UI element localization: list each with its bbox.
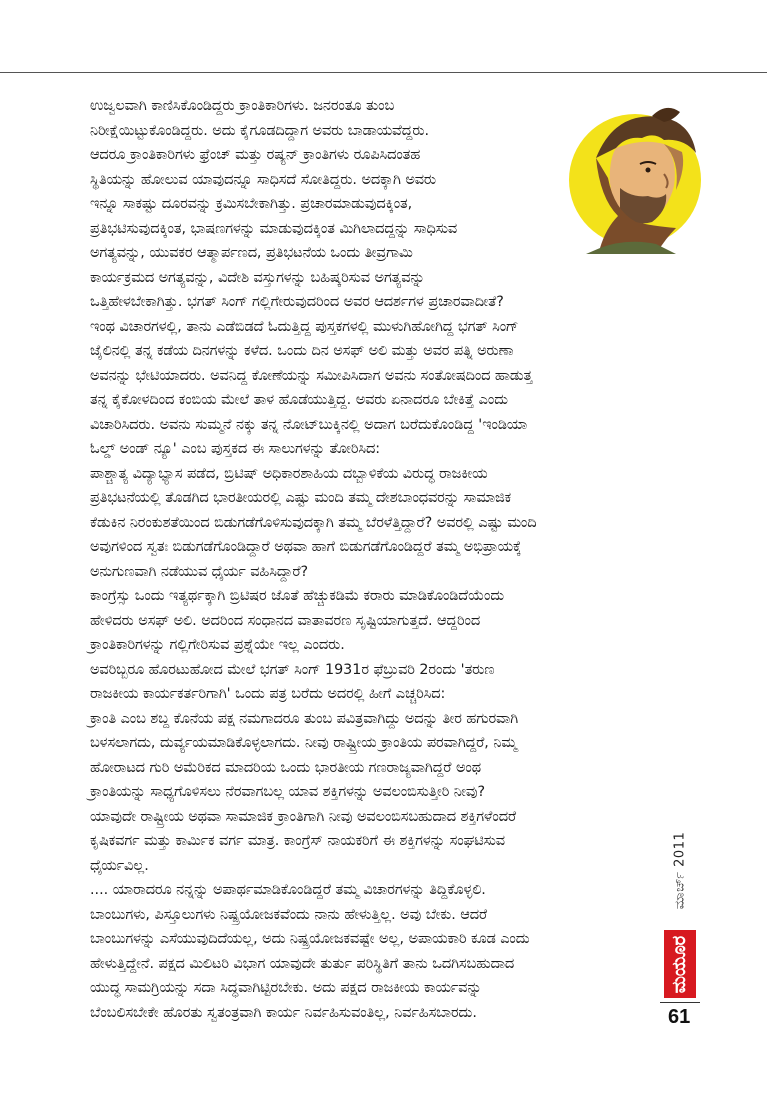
article-line: .... ಯಾರಾದರೂ ನನ್ನನ್ನು ಅಪಾರ್ಥಮಾಡಿಕೊಂಡಿದ್ದರೆ ತಮ್ಮ ವಿಚಾರಗಳನ್ನು ತಿದ್ದಿಕೊಳ್ಳಲಿ. — [90, 882, 486, 898]
magazine-logo — [664, 930, 696, 998]
article-line: ಉಜ್ವಲವಾಗಿ ಕಾಣಿಸಿಕೊಂಡಿದ್ದರು ಕ್ರಾಂತಿಕಾರಿಗಳು. ಜನರಂತೂ ತುಂಬ — [90, 98, 395, 114]
article-line: ಇನ್ನೂ ಸಾಕಷ್ಟು ದೂರವನ್ನು ಕ್ರಮಿಸಬೇಕಾಗಿತ್ತು. ಪ್ರಚಾರಮಾಡುವುದಕ್ಕಿಂತ, — [90, 196, 413, 212]
article-line: ಕ್ರಾಂತಿ ಎಂಬ ಶಬ್ದ ಕೊನೆಯ ಪಕ್ಷ ನಮಗಾದರೂ ತುಂಬ ಪವಿತ್ರವಾಗಿದ್ದು ಅದನ್ನು ತೀರ ಹಗುರವಾಗಿ — [90, 710, 519, 727]
article-line: ಓಲ್ಡ್ ಅಂಡ್ ನ್ಯೂ' ಎಂಬ ಪುಸ್ತಕದ ಈ ಸಾಲುಗಳನ್ನು ತೋರಿಸಿದ: — [90, 441, 381, 457]
article-line: ಕೃಷಿಕವರ್ಗ ಮತ್ತು ಕಾರ್ಮಿಕ ವರ್ಗ ಮಾತ್ರ. ಕಾಂಗ್ರೆಸ್ ನಾಯಕರಿಗೆ ಈ ಶಕ್ತಿಗಳನ್ನು ಸಂಘಟಿಸುವ — [90, 833, 505, 849]
article-line: ಅವುಗಳಿಂದ ಸ್ವತಃ ಬಿಡುಗಡೆಗೊಂಡಿದ್ದಾರೆ ಅಥವಾ ಹಾಗೆ ಬಿಡುಗಡೆಗೊಂಡಿದ್ದರೆ ತಮ್ಮ ಅಭಿಪ್ರಾಯಕ್ಕೆ — [90, 539, 522, 555]
article-line: ಬಾಂಬುಗಳನ್ನು ಎಸೆಯುವುದಿದೆಯಲ್ಲ, ಅದು ನಿಷ್ಪ್ರಯೋಜಕವಷ್ಟೇ ಅಲ್ಲ, ಅಪಾಯಕಾರಿ ಕೂಡ ಎಂದು — [90, 931, 530, 947]
article-line: ಅನುಗುಣವಾಗಿ ನಡೆಯುವ ಧೈರ್ಯ ವಹಿಸಿದ್ದಾರೆ? — [90, 563, 309, 580]
article-line: ಯುದ್ಧ ಸಾಮಗ್ರಿಯನ್ನು ಸದಾ ಸಿದ್ಧವಾಗಿಟ್ಟಿರಬೇಕು. ಅದು ಪಕ್ಷದ ರಾಜಕೀಯ ಕಾರ್ಯವನ್ನು — [90, 980, 482, 996]
article-line: ಕಾಂಗ್ರೆಸ್ಸು ಒಂದು ಇತ್ಯರ್ಥಕ್ಕಾಗಿ ಬ್ರಿಟಿಷರ ಜೊತೆ ಹೆಚ್ಚುಕಡಿಮೆ ಕರಾರು ಮಾಡಿಕೊಂಡಿದೆಯೆಂದು — [90, 588, 505, 604]
article-line: ರಾಜಕೀಯ ಕಾರ್ಯಕರ್ತರಿಗಾಗಿ' ಒಂದು ಪತ್ರ ಬರೆದು ಅದರಲ್ಲಿ ಹೀಗೆ ಎಚ್ಚರಿಸಿದ: — [90, 686, 446, 702]
header-divider — [0, 72, 767, 73]
article-line: ಧೈರ್ಯವಿಲ್ಲ. — [90, 857, 149, 874]
magazine-logo-text: ಮಯೂರ — [669, 935, 691, 993]
article-line: ತನ್ನ ಕೈಕೋಳದಿಂದ ಕಂಬಿಯ ಮೇಲೆ ತಾಳ ಹೊಡೆಯುತ್ತಿದ್ದ. ಅವರು ಏನಾದರೂ ಬೇಕಿತ್ತೆ ಎಂದು — [90, 392, 508, 408]
article-line: ಬಾಂಬುಗಳು, ಪಿಸ್ತೂಲುಗಳು ನಿಷ್ಪ್ರಯೋಜಕವೆಂದು ನಾನು ಹೇಳುತ್ತಿಲ್ಲ. ಅವು ಬೇಕು. ಆದರೆ — [90, 906, 488, 923]
issue-date — [660, 810, 700, 930]
article-line: ಕ್ರಾಂತಿಕಾರಿಗಳನ್ನು ಗಲ್ಲಿಗೇರಿಸುವ ಪ್ರಶ್ನೆಯೇ ಇಲ್ಲ ಎಂದರು. — [90, 637, 345, 653]
article-line: ಹೇಳುತ್ತಿದ್ದೇನೆ. ಪಕ್ಷದ ಮಿಲಿಟರಿ ವಿಭಾಗ ಯಾವುದೇ ತುರ್ತು ಪರಿಸ್ಥಿತಿಗೆ ತಾನು ಒದಗಿಸಬಹುದಾದ — [90, 955, 515, 972]
article-line: ಪಾಶ್ಚಾತ್ಯ ವಿದ್ಯಾಭ್ಯಾಸ ಪಡೆದ, ಬ್ರಿಟಿಷ್ ಅಧಿಕಾರಶಾಹಿಯ ದಬ್ಬಾಳಿಕೆಯ ವಿರುದ್ಧ ರಾಜಕೀಯ — [90, 465, 488, 482]
article-line: ಪ್ರತಿಭಟನೆಯಲ್ಲಿ ತೊಡಗಿದ ಭಾರತೀಯರಲ್ಲಿ ಎಷ್ಟು ಮಂದಿ ತಮ್ಮ ದೇಶಬಾಂಧವರನ್ನು ಸಾಮಾಜಿಕ — [90, 490, 512, 506]
article-line: ಜೈಲಿನಲ್ಲಿ ತನ್ನ ಕಡೆಯ ದಿನಗಳನ್ನು ಕಳೆದ. ಒಂದು ದಿನ ಅಸಫ್ ಅಲಿ ಮತ್ತು ಅವರ ಪತ್ನಿ ಅರುಣಾ — [90, 343, 514, 359]
article-line: ವಿಚಾರಿಸಿದರು. ಅವನು ಸುಮ್ಮನೆ ನಕ್ಕು ತನ್ನ ನೋಟ್‌ಬುಕ್ಕಿನಲ್ಲಿ ಅದಾಗ ಬರೆದುಕೊಂಡಿದ್ದ 'ಇಂಡಿಯಾ — [90, 416, 528, 433]
article-line: ಕಾರ್ಯಕ್ರಮದ ಅಗತ್ಯವನ್ನು, ವಿದೇಶಿ ವಸ್ತುಗಳನ್ನು ಬಹಿಷ್ಕರಿಸುವ ಅಗತ್ಯವನ್ನು — [90, 269, 425, 286]
article-line: ನಿರೀಕ್ಷೆಯಿಟ್ಟುಕೊಂಡಿದ್ದರು. ಅದು ಕೈಗೂಡದಿದ್ದಾಗ ಅವರು ಬಾಡಾಯವೆದ್ದರು. — [90, 122, 429, 139]
article-line: ಹೇಳಿದರು ಅಸಫ್ ಅಲಿ. ಅದರಿಂದ ಸಂಧಾನದ ವಾತಾವರಣ ಸೃಷ್ಟಿಯಾಗುತ್ತದೆ. ಆದ್ದರಿಂದ — [90, 612, 481, 629]
page-number: 61 — [668, 1006, 691, 1028]
article-line: ಅವನನ್ನು ಭೇಟಿಯಾದರು. ಅವನಿದ್ದ ಕೋಣೆಯನ್ನು ಸಮೀಪಿಸಿದಾಗ ಅವನು ಸಂತೋಷದಿಂದ ಹಾಡುತ್ತ — [90, 367, 533, 384]
article-line: ಹೋರಾಟದ ಗುರಿ ಅಮೆರಿಕದ ಮಾದರಿಯ ಒಂದು ಭಾರತೀಯ ಗಣರಾಜ್ಯವಾಗಿದ್ದರೆ ಅಂಥ — [90, 759, 481, 776]
article-line: ಅವರಿಬ್ಬರೂ ಹೊರಟುಹೋದ ಮೇಲೆ ಭಗತ್ ಸಿಂಗ್ 1931ರ ಫೆಬ್ರುವರಿ 2ರಂದು 'ತರುಣ — [90, 661, 495, 678]
article-line: ಬೆಂಬಲಿಸಬೇಕೇ ಹೊರತು ಸ್ವತಂತ್ರವಾಗಿ ಕಾರ್ಯ ನಿರ್ವಹಿಸುವಂತಿಲ್ಲ, ನಿರ್ವಹಿಸಬಾರದು. — [90, 1004, 477, 1021]
page-number-divider — [660, 1002, 700, 1003]
bhagat-singh-portrait-icon — [556, 98, 714, 256]
article-line: ಅಗತ್ಯವನ್ನು, ಯುವಕರ ಆತ್ಮಾರ್ಪಣದ, ಪ್ರತಿಭಟನೆಯ ಒಂದು ತೀವ್ರಗಾಮಿ — [90, 245, 413, 261]
article-line: ಇಂಥ ವಿಚಾರಗಳಲ್ಲಿ, ತಾನು ಎಡೆಬಿಡದೆ ಓದುತ್ತಿದ್ದ ಪುಸ್ತಕಗಳಲ್ಲಿ ಮುಳುಗಿಹೋಗಿದ್ದ ಭಗತ್ ಸಿಂಗ್ — [90, 318, 519, 335]
article-line: ಕೆಡುಕಿನ ನಿರಂಕುಶತೆಯಿಂದ ಬಿಡುಗಡೆಗೊಳಿಸುವುದಕ್ಕಾಗಿ ತಮ್ಮ ಬೆರಳೆತ್ತಿದ್ದಾರೆ? ಅವರಲ್ಲಿ ಎಷ್ಟು ಮಂದಿ — [90, 514, 537, 531]
article-line: ಪ್ರತಿಭಟಿಸುವುದಕ್ಕಿಂತ, ಭಾಷಣಗಳನ್ನು ಮಾಡುವುದಕ್ಕಿಂತ ಮಿಗಿಲಾದದ್ದನ್ನು ಸಾಧಿಸುವ — [90, 220, 458, 237]
article-line: ಸ್ಥಿತಿಯನ್ನು ಹೋಲುವ ಯಾವುದನ್ನೂ ಸಾಧಿಸದೆ ಸೋತಿದ್ದರು. ಅದಕ್ಕಾಗಿ ಅವರು — [90, 171, 437, 188]
article-line: ಯಾವುದೇ ರಾಷ್ಟ್ರೀಯ ಅಥವಾ ಸಾಮಾಜಿಕ ಕ್ರಾಂತಿಗಾಗಿ ನೀವು ಅವಲಂಬಿಸಬಹುದಾದ ಶಕ್ತಿಗಳೆಂದರೆ — [90, 808, 517, 825]
article-line: ಆದರೂ ಕ್ರಾಂತಿಕಾರಿಗಳು ಫ್ರೆಂಚ್ ಮತ್ತು ರಷ್ಯನ್ ಕ್ರಾಂತಿಗಳು ರೂಪಿಸಿದಂತಹ — [90, 147, 421, 163]
article-line: ಕ್ರಾಂತಿಯನ್ನು ಸಾಧ್ಯಗೊಳಿಸಲು ನೆರವಾಗಬಲ್ಲ ಯಾವ ಶಕ್ತಿಗಳನ್ನು ಅವಲಂಬಿಸುತ್ತೀರಿ ನೀವು? — [90, 784, 486, 800]
article-line: ಒತ್ತಿಹೇಳಬೇಕಾಗಿತ್ತು. ಭಗತ್ ಸಿಂಗ್ ಗಲ್ಲಿಗೇರುವುದರಿಂದ ಅವರ ಆದರ್ಶಗಳ ಪ್ರಚಾರವಾದೀತೆ? — [90, 294, 504, 310]
issue-date-text: ಮಾರ್ಚ್ 2011 — [672, 831, 688, 909]
article-line: ಬಳಸಲಾಗದು, ದುರ್ವ್ಯಯಮಾಡಿಕೊಳ್ಳಲಾಗದು. ನೀವು ರಾಷ್ಟ್ರೀಯ ಕ್ರಾಂತಿಯ ಪರವಾಗಿದ್ದರೆ, ನಿಮ್ಮ — [90, 735, 517, 751]
